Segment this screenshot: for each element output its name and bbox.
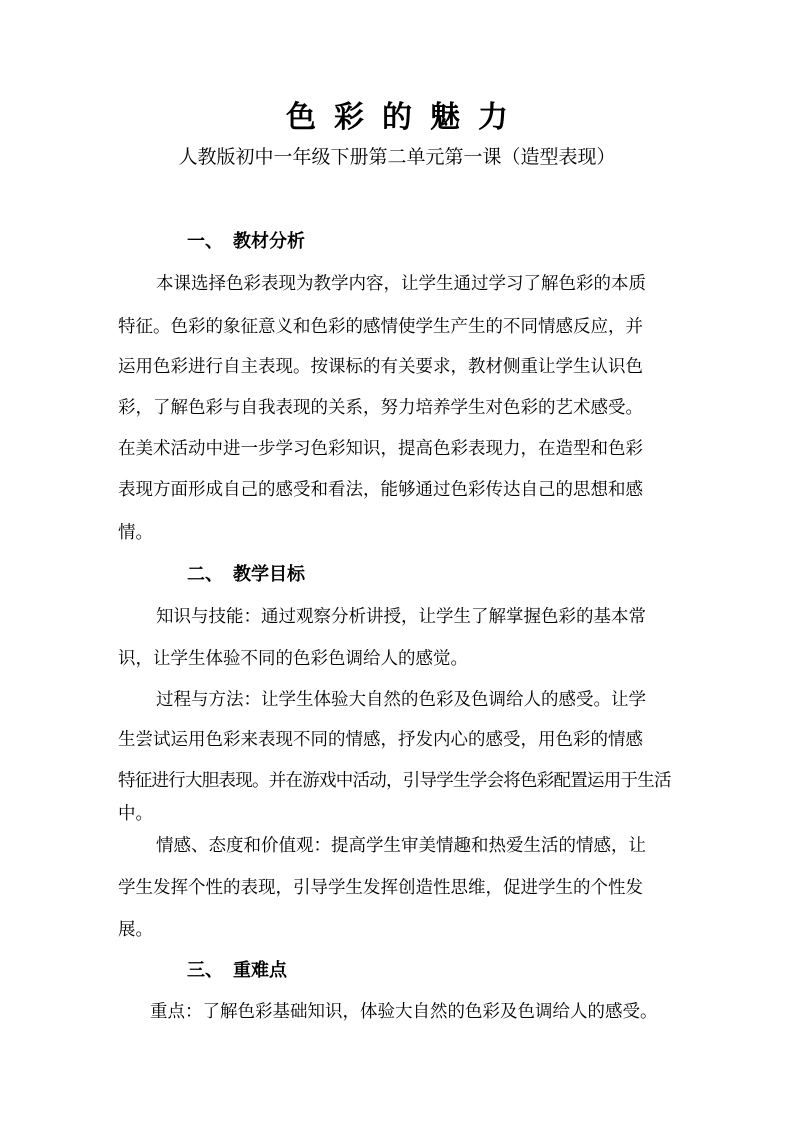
section-heading-1 [187,228,305,256]
section-title: 教材分析 [233,231,305,252]
paragraph-line: 知识与技能：通过观察分析讲授，让学生了解掌握色彩的基本常 [156,607,646,627]
paragraph-line: 识，让学生体验不同的色彩色调给人的感觉。 [118,649,468,669]
section-number: 一、 [187,231,223,252]
section-number: 三、 [187,960,223,981]
paragraph-line: 特征进行大胆表现。并在游戏中活动，引导学生学会将色彩配置运用于生活 [118,771,671,791]
section-title: 教学目标 [233,564,305,585]
paragraph-line: 生尝试运用色彩来表现不同的情感，抒发内心的感受，用色彩的情感 [118,730,643,750]
paragraph-line: 情。 [118,523,153,543]
document-title: 色彩的魅力 [286,100,526,135]
paragraph-line: 运用色彩进行自主表现。按课标的有关要求，教材侧重让学生认识色 [118,357,643,377]
paragraph-line: 表现方面形成自己的感受和看法，能够通过色彩传达自己的思想和感 [118,480,643,500]
document-subtitle: 人教版初中一年级下册第二单元第一课（造型表现） [178,146,616,168]
section-heading-3 [187,957,287,985]
paragraph-line: 特征。色彩的象征意义和色彩的感情使学生产生的不同情感反应，并 [118,317,643,337]
section-title: 重难点 [233,960,287,981]
paragraph-line: 本课选择色彩表现为教学内容，让学生通过学习了解色彩的本质 [156,274,646,294]
paragraph-line: 展。 [118,920,153,940]
paragraph-line: 情感、态度和价值观：提高学生审美情趣和热爱生活的情感，让 [156,836,646,856]
paragraph-line: 彩，了解色彩与自我表现的关系，努力培养学生对色彩的艺术感受。 [118,398,643,418]
section-number: 二、 [187,564,223,585]
section-heading-2 [187,561,305,589]
paragraph-line: 在美术活动中进一步学习色彩知识，提高色彩表现力，在造型和色彩 [118,439,643,459]
paragraph-line: 学生发挥个性的表现，引导学生发挥创造性思维，促进学生的个性发 [118,878,643,898]
paragraph-line: 过程与方法：让学生体验大自然的色彩及色调给人的感受。让学 [156,690,646,710]
paragraph-line: 中。 [118,804,153,824]
paragraph-line: 重点：了解色彩基础知识，体验大自然的色彩及色调给人的感受。 [150,1002,658,1022]
